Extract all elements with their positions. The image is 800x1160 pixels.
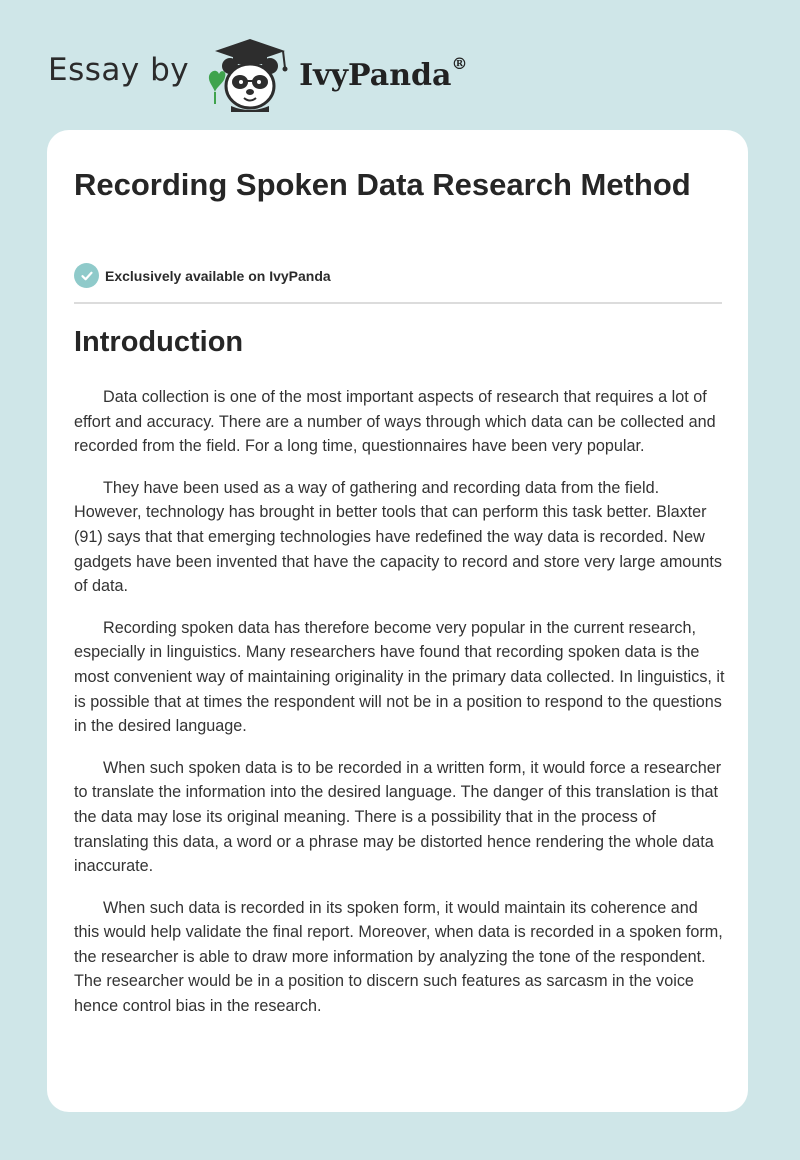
section-heading-introduction: Introduction — [74, 326, 244, 358]
paragraph: Recording spoken data has therefore become very popular in the current research, especially in linguistics. Many researchers have found that recording spoken data is the most convenient way of maintaining originality in the primary data collected. In linguistics, it is possible that at times the respondent will not be in a position to respond to the questions in the desired language. — [74, 618, 725, 736]
exclusive-badge-label: Exclusively available on IvyPanda — [105, 267, 331, 284]
brand-name[interactable]: IvyPanda® — [299, 53, 468, 93]
article-body — [74, 385, 726, 1036]
essay-by-label: Essay by — [48, 52, 190, 88]
article-card — [47, 130, 748, 1112]
exclusive-badge — [74, 263, 331, 288]
registered-mark: ® — [451, 53, 468, 73]
panda-logo-icon[interactable] — [205, 36, 295, 112]
page-title: Recording Spoken Data Research Method — [74, 167, 691, 202]
divider — [74, 302, 722, 304]
paragraph: When such spoken data is to be recorded in a written form, it would force a researcher to translate the information into the desired language. The danger of this translation is that the data may lose its original meaning. There is a possibility that in the process of translating this data, a word or a phrase may be distorted hence rendering the whole data inaccurate. — [74, 758, 722, 876]
ivy-leaf-icon — [209, 71, 226, 104]
paragraph: When such data is recorded in its spoken form, it would maintain its coherence and this would help validate the final report. Moreover, when data is recorded in a spoken form, the researcher is able to draw more information by analyzing the tone of the respondent. The researcher would be in a position to discern such features as sarcasm in the voice hence control bias in the research. — [74, 898, 723, 1016]
paragraph: Data collection is one of the most important aspects of research that requires a lot of effort and accuracy. There are a number of ways through which data can be collected and recorded from the field. For a long time, questionnaires have been very popular. — [74, 388, 716, 456]
site-header — [48, 34, 467, 114]
check-circle-icon — [74, 263, 99, 288]
paragraph: They have been used as a way of gathering and recording data from the field. However, technology has brought in better tools that can perform this task better. Blaxter (91) says that that emerging technologies have redefined the way data is recorded. New gadgets have been invented that have the capacity to record and store very large amounts of data. — [74, 478, 722, 596]
